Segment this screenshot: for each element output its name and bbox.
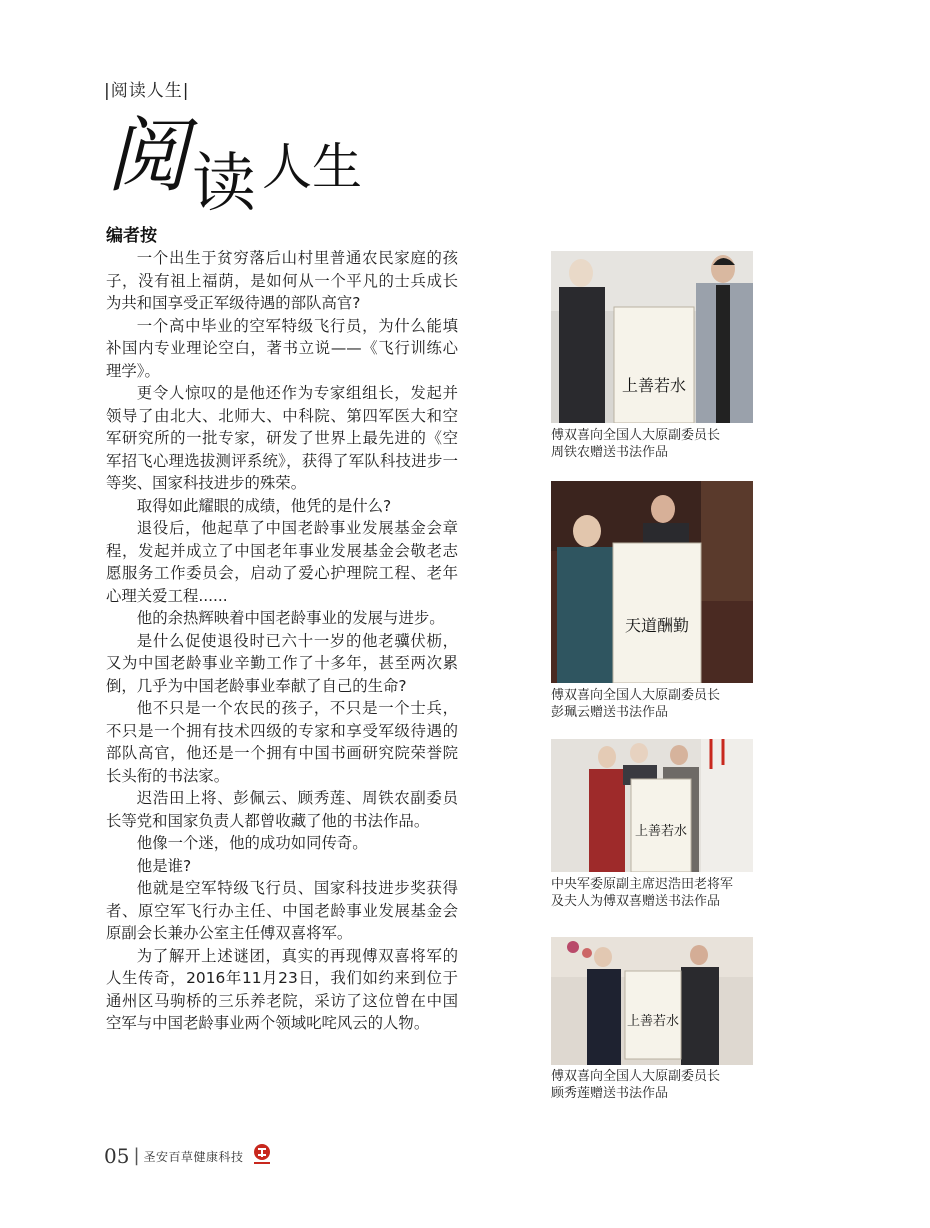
photo-caption-2 xyxy=(551,687,766,721)
caption-line: 傅双喜向全国人大原副委员长 xyxy=(551,428,721,443)
caption-line: 周铁农赠送书法作品 xyxy=(551,445,669,460)
brand-logo-icon xyxy=(250,1142,274,1166)
paragraph: 迟浩田上将、彭佩云、顾秀莲、周铁农副委员长等党和国家负责人都曾收藏了他的书法作品。 xyxy=(106,789,458,830)
big-title-char-1: 阅 xyxy=(106,109,188,204)
editor-note-body xyxy=(106,247,458,1035)
page-footer xyxy=(104,1142,274,1166)
photo-calligraphy-gift-3 xyxy=(551,739,753,872)
paragraph: 他就是空军特级飞行员、国家科技进步奖获得者、原空军飞行办主任、中国老龄事业发展基金会原副会长兼办公室主任傅双喜将军。 xyxy=(106,879,458,942)
paragraph: 是什么促使退役时已六十一岁的他老骥伏枥，又为中国老龄事业辛勤工作了十多年，甚至两次累倒，几乎为中国老龄事业奉献了自己的生命? xyxy=(106,631,458,695)
big-title-char-2: 读 xyxy=(192,147,256,221)
photo-calligraphy-gift-4 xyxy=(551,937,753,1065)
paragraph: 他的余热辉映着中国老龄事业的发展与进步。 xyxy=(136,609,445,627)
editor-note-label: 编者按 xyxy=(106,226,157,246)
photo-caption-1 xyxy=(551,427,766,461)
scroll-text: 上善若水 xyxy=(621,376,687,395)
scroll-text: 天道酬勤 xyxy=(624,616,690,635)
paragraph: 退役后，他起草了中国老龄事业发展基金会章程，发起并成立了中国老年事业发展基金会敬老志愿服务工作委员会，启动了爱心护理院工程、老年心理关爱工程...... xyxy=(106,519,458,605)
caption-line: 傅双喜向全国人大原副委员长 xyxy=(551,688,721,703)
footer-separator: | xyxy=(133,1145,140,1166)
paragraph: 他像一个迷，他的成功如同传奇。 xyxy=(136,834,368,852)
caption-line: 傅双喜向全国人大原副委员长 xyxy=(551,1069,721,1084)
photo-caption-4 xyxy=(551,1068,766,1102)
section-tag: |阅读人生| xyxy=(104,81,190,101)
scroll-text: 上善若水 xyxy=(634,824,688,839)
brand-name: 圣安百草健康科技 xyxy=(143,1150,244,1164)
paragraph: 取得如此耀眼的成绩，他凭的是什么? xyxy=(136,496,392,515)
scroll-text: 上善若水 xyxy=(626,1014,680,1029)
caption-line: 彭珮云赠送书法作品 xyxy=(551,705,669,720)
caption-line: 顾秀莲赠送书法作品 xyxy=(551,1086,669,1101)
paragraph: 一个出生于贫穷落后山村里普通农民家庭的孩子，没有祖上福荫，是如何从一个平凡的士兵成长为共和国享受正军级待遇的部队高官? xyxy=(106,249,458,312)
paragraph: 更令人惊叹的是他还作为专家组组长，发起并领导了由北大、北师大、中科院、第四军医大和空军研究所的一批专家，研发了世界上最先进的《空军招飞心理选拔测评系统》，获得了军队科技进步一等奖、国家科技进步的殊荣。 xyxy=(106,384,458,492)
paragraph: 他不只是一个农民的孩子，不只是一个士兵，不只是一个拥有技术四级的专家和享受军级待遇的部队高官，他还是一个拥有中国书画研究院荣誉院长头衔的书法家。 xyxy=(106,699,458,785)
paragraph: 一个高中毕业的空军特级飞行员，为什么能填补国内专业理论空白，著书立说——《飞行训练心理学》。 xyxy=(106,316,458,380)
paragraph: 为了解开上述谜团，真实的再现傅双喜将军的人生传奇，2016年11月23日，我们如约来到位于通州区马驹桥的三乐养老院，采访了这位曾在中国空军与中国老龄事业两个领域叱咤风云的人物。 xyxy=(106,946,458,1032)
paragraph: 他是谁? xyxy=(136,856,192,875)
photo-calligraphy-gift-2 xyxy=(551,481,753,683)
big-title-rest: 人生 xyxy=(262,138,362,196)
photo-calligraphy-gift-1 xyxy=(551,251,753,423)
photo-caption-3 xyxy=(551,876,766,910)
caption-line: 及夫人为傅双喜赠送书法作品 xyxy=(551,894,721,909)
caption-line: 中央军委原副主席迟浩田老将军 xyxy=(551,877,734,892)
page-number: 05 xyxy=(104,1144,130,1168)
